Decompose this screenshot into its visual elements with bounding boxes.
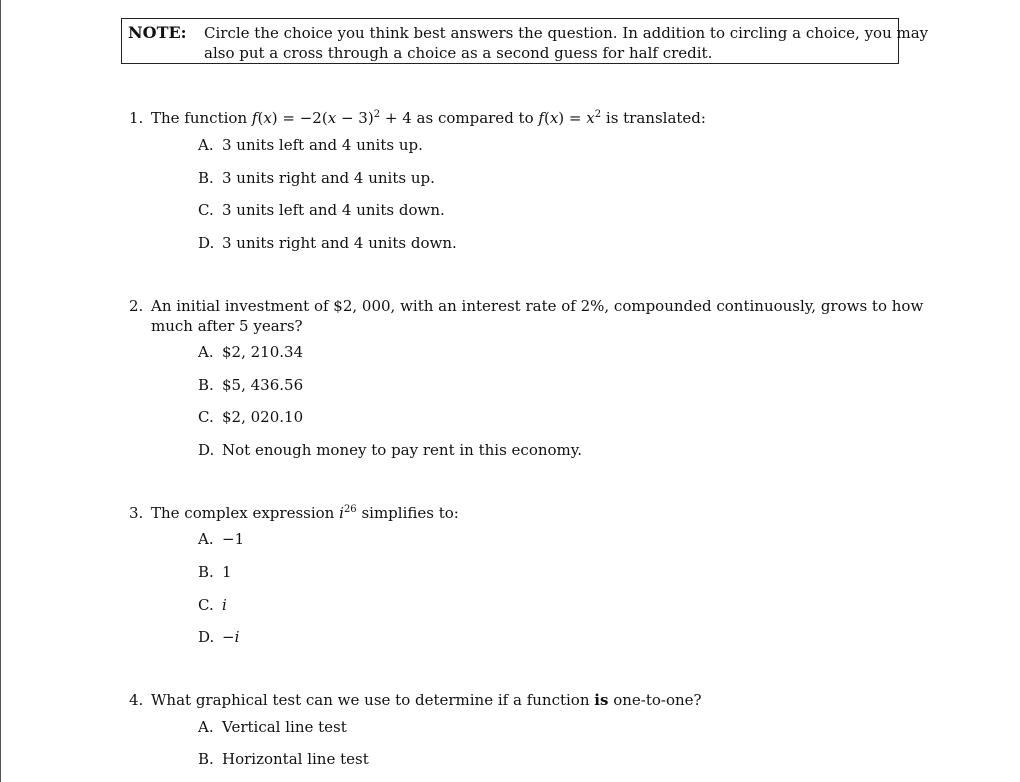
choice-2d[interactable]: D. Not enough money to pay rent in this economy. <box>198 441 583 459</box>
question-number: 1. <box>129 109 144 127</box>
complex-power-expression: $i^{26}$ <box>339 504 357 522</box>
function-expression: $f(x) = -2(x - 3)^2 + 4$ <box>251 109 412 127</box>
choice-3a[interactable]: A. −1 <box>198 530 245 548</box>
choice-3d[interactable]: D. −i <box>198 628 240 646</box>
choice-2a[interactable]: A. $2, 210.34 <box>198 343 304 361</box>
choice-1c[interactable]: C. 3 units left and 4 units down. <box>198 201 445 219</box>
question-2 <box>129 296 923 316</box>
choice-1b[interactable]: B. 3 units right and 4 units up. <box>198 169 435 187</box>
question-text: The function <box>151 109 248 127</box>
question-text: What graphical test can we use to determine if a function <box>151 691 590 709</box>
question-3 <box>129 503 459 523</box>
question-number: 3. <box>129 504 144 522</box>
choice-2b[interactable]: B. $5, 436.56 <box>198 376 304 394</box>
choice-1a[interactable]: A. 3 units left and 4 units up. <box>198 136 423 154</box>
note-text-line-1: Circle the choice you think best answers the question. In addition to circling a choice, you may <box>204 24 929 42</box>
note-label: NOTE: <box>128 23 187 42</box>
question-text-line-1: An initial investment of $2, 000, with an interest rate of 2%, compounded continuously, grows to how <box>151 297 924 315</box>
note-text-line-2: also put a cross through a choice as a second guess for half credit. <box>204 44 713 62</box>
page-left-edge <box>0 0 1 782</box>
question-text-post: one-to-one? <box>613 691 702 709</box>
question-text-post: simplifies to: <box>361 504 459 522</box>
question-text-mid: as compared to <box>416 109 534 127</box>
question-2-text-line-2: much after 5 years? <box>151 317 303 335</box>
question-text: The complex expression <box>151 504 335 522</box>
question-1 <box>129 108 706 128</box>
parent-function-expression: $f(x) = x^2$ <box>538 109 602 127</box>
question-number: 4. <box>129 691 144 709</box>
choice-1d[interactable]: D. 3 units right and 4 units down. <box>198 234 457 252</box>
question-number: 2. <box>129 297 144 315</box>
choice-3b[interactable]: B. 1 <box>198 563 232 581</box>
question-emphasis: is <box>594 691 609 709</box>
choice-2c[interactable]: C. $2, 020.10 <box>198 408 304 426</box>
note-box <box>121 18 929 64</box>
choice-4a[interactable]: A. Vertical line test <box>198 718 347 736</box>
question-text-post: is translated: <box>605 109 706 127</box>
question-4 <box>129 690 702 710</box>
choice-4b[interactable]: B. Horizontal line test <box>198 750 369 768</box>
choice-3c[interactable]: C. i <box>198 596 227 614</box>
